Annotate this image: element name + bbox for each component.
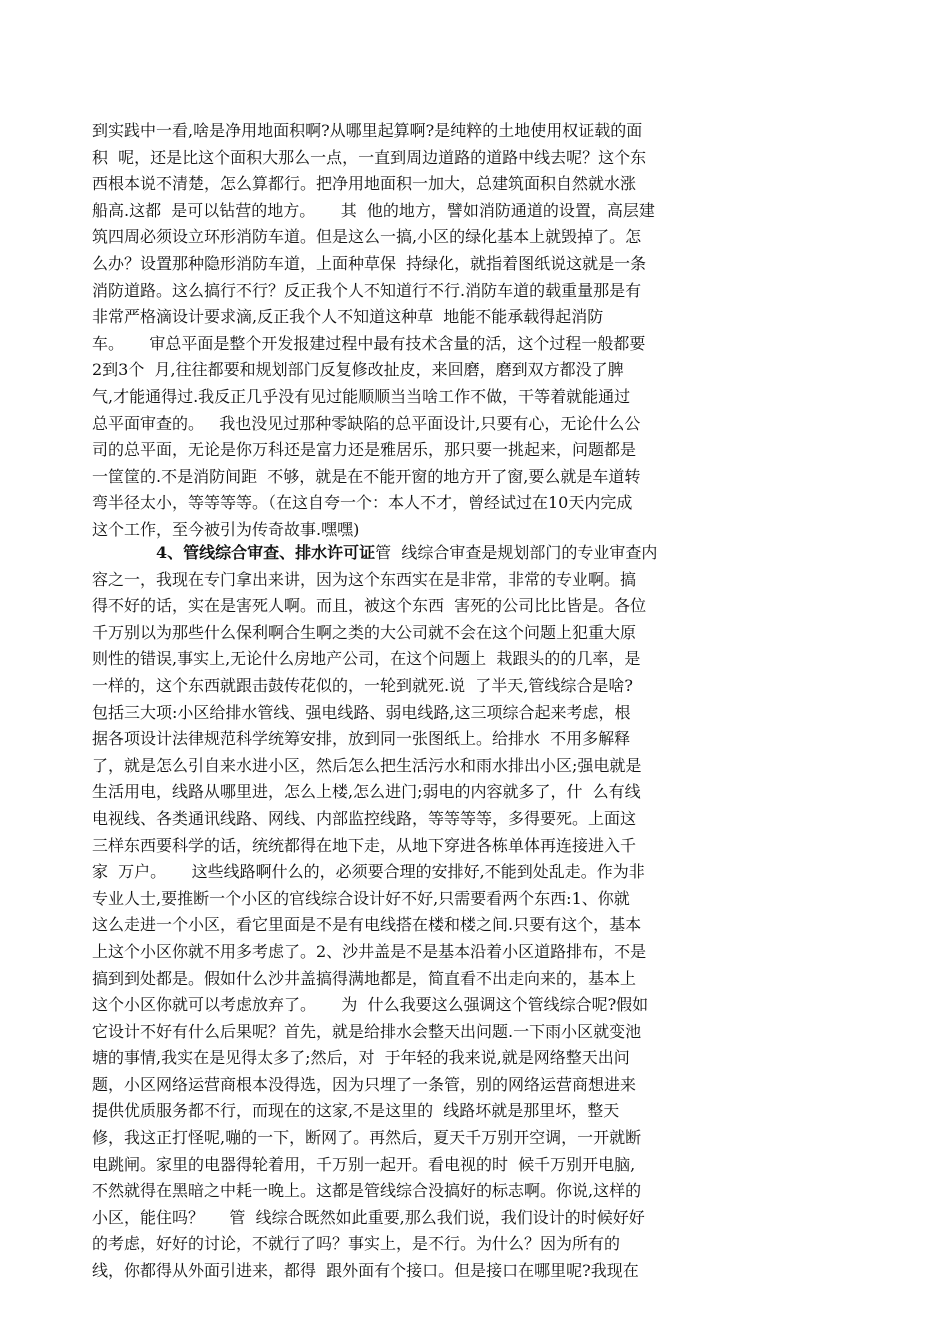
text-line: 一筐筐的.不是消防间距 不够，就是在不能开窗的地方开了窗,要么就是车道转 <box>92 466 641 486</box>
section-heading: 4、管线综合审查、排水许可证 <box>156 543 376 562</box>
text-line: 么办？设置那种隐形消防车道，上面种草保 持绿化，就指着图纸说这就是一条 <box>92 253 647 273</box>
text-line: 专业人士,要推断一个小区的官线综合设计好不好,只需要看两个东西:1、你就 <box>92 888 630 908</box>
text-line: 这个小区你就可以考虑放弃了。 为 什么我要这么强调这个管线综合呢?假如 <box>92 995 649 1015</box>
text-line: 它设计不好有什么后果呢？首先，就是给排水会整天出问题.一下雨小区就变池 <box>92 1021 642 1041</box>
text-line: 西根本说不清楚，怎么算都行。把净用地面积一加大，总建筑面积自然就水涨 <box>92 174 637 194</box>
text-line: 塘的事情,我实在是见得太多了;然后，对 于年轻的我来说,就是网络整天出问 <box>92 1048 630 1068</box>
text-line: 了，就是怎么引自来水进小区，然后怎么把生活污水和雨水排出小区;强电就是 <box>92 755 642 775</box>
text-line: 总平面审查的。 我也没见过那种零缺陷的总平面设计,只要有心，无论什么公 <box>92 413 641 433</box>
text-line: 上这个小区你就不用多考虑了。2、沙井盖是不是基本沿着小区道路排布，不是 <box>92 941 647 961</box>
text-line: 的考虑，好好的讨论，不就行了吗？事实上，是不行。为什么？因为所有的 <box>92 1234 621 1254</box>
text-line: 线，你都得从外面引进来，都得 跟外面有个接口。但是接口在哪里呢?我现在 <box>92 1261 639 1281</box>
text-line: 不然就得在黑暗之中耗一晚上。这都是管线综合没搞好的标志啊。你说,这样的 <box>92 1181 642 1201</box>
text-line: 船高.这都 是可以钻营的地方。 其 他的地方，譬如消防通道的设置，高层建 <box>92 200 655 220</box>
text-line: 气,才能通得过.我反正几乎没有见过能顺顺当当啥工作不做，干等着就能通过 <box>92 386 631 406</box>
text-line: 搞到到处都是。假如什么沙井盖搞得满地都是，简直看不出走向来的，基本上 <box>92 968 637 988</box>
text-line: 司的总平面，无论是你万科还是富力还是雅居乐，那只要一挑起来，问题都是 <box>92 440 637 460</box>
text-line: 生活用电，线路从哪里进，怎么上楼,怎么进门;弱电的内容就多了，什 么有线 <box>92 782 641 802</box>
text-line: 2到3个 月,往往都要和规划部门反复修改扯皮，来回磨，磨到双方都没了脾 <box>92 360 624 380</box>
text-line: 包括三大项:小区给排水管线、强电线路、弱电线路,这三项综合起来考虑，根 <box>92 702 631 722</box>
text-line: 车。 审总平面是整个开发报建过程中最有技术含量的活，这个过程一般都要 <box>92 333 646 353</box>
text-line: 电视线、各类通讯线路、网线、内部监控线路，等等等等，多得要死。上面这 <box>92 808 637 828</box>
paragraph-site-plan-review <box>92 118 852 544</box>
text-line: 这个工作，至今被引为传奇故事.嘿嘿) <box>92 519 360 539</box>
paragraph-pipeline-review <box>92 540 852 1285</box>
text-line-with-heading <box>92 540 852 567</box>
text-line: 得不好的话，实在是害死人啊。而且，被这个东西 害死的公司比比皆是。各位 <box>92 596 647 616</box>
text-line: 三样东西要科学的话，统统都得在地下走，从地下穿进各栋单体再连接进入千 <box>92 835 637 855</box>
text-line: 据各项设计法律规范科学统筹安排，放到同一张图纸上。给排水 不用多解释 <box>92 729 631 749</box>
text-line: 到实践中一看,啥是净用地面积啊?从哪里起算啊?是纯粹的土地使用权证载的面 <box>92 121 643 140</box>
text-line: 小区，能住吗？ 管 线综合既然如此重要,那么我们说，我们设计的时候好好 <box>92 1207 645 1227</box>
text-line: 这么走进一个小区，看它里面是不是有电线搭在楼和楼之间.只要有这个，基本 <box>92 915 642 935</box>
text-line: 千万别以为那些什么保利啊合生啊之类的大公司就不会在这个问题上犯重大原 <box>92 622 637 642</box>
text-line: 筑四周必须设立环形消防车道。但是这么一搞,小区的绿化基本上就毁掉了。怎 <box>92 227 642 247</box>
text-line: 电跳闸。家里的电器得轮着用，千万别一起开。看电视的时 候千万别开电脑, <box>92 1154 636 1174</box>
text-line: 消防道路。这么搞行不行？反正我个人不知道行不行.消防车道的载重量那是有 <box>92 280 642 300</box>
text-line: 提供优质服务都不行，而现在的这家,不是这里的 线路坏就是那里坏，整天 <box>92 1101 620 1121</box>
text-line: 修，我这正打怪呢,嘣的一下，断网了。再然后，夏天千万别开空调，一开就断 <box>92 1128 642 1148</box>
text-line: 则性的错误,事实上,无论什么房地产公司，在这个问题上 栽跟头的的几率，是 <box>92 649 641 669</box>
text-line: 家 万户。 这些线路啊什么的，必须要合理的安排好,不能到处乱走。作为非 <box>92 862 645 882</box>
text-line: 弯半径太小，等等等等。（在这自夸一个：本人不才，曾经试过在10天内完成 <box>92 493 633 513</box>
text-line: 积 呢，还是比这个面积大那么一点，一直到周边道路的道路中线去呢？这个东 <box>92 147 647 167</box>
text-line: 非常严格滴设计要求滴,反正我个人不知道这种草 地能不能承载得起消防 <box>92 307 604 327</box>
text-line: 一样的，这个东西就跟击鼓传花似的，一轮到就死.说 了半天,管线综合是啥? <box>92 675 633 695</box>
text-line: 容之一，我现在专门拿出来讲，因为这个东西实在是非常，非常的专业啊。搞 <box>92 569 637 589</box>
heading-line-rest: 管 线综合审查是规划部门的专业审查内 <box>375 543 658 562</box>
text-line: 题，小区网络运营商根本没得选，因为只埋了一条管，别的网络运营商想进来 <box>92 1074 637 1094</box>
